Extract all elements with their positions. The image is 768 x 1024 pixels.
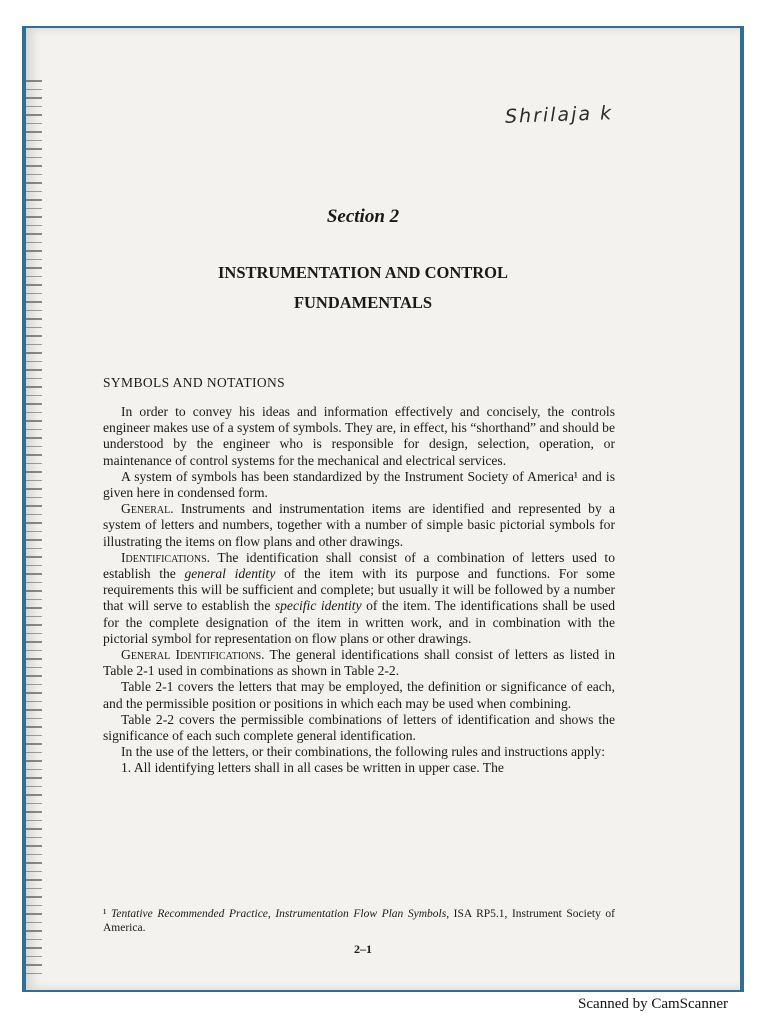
section-label: Section 2 <box>326 206 400 227</box>
paragraph: Table 2-2 covers the permissible combinations of letters of identification and shows the significance of each such complete general identification. <box>103 711 615 744</box>
paragraph-text: The identification shall consist of a combination of letters used to establish the <box>103 549 615 582</box>
paragraph-lead: Identifications. <box>121 549 211 565</box>
footnote-text: ISA RP5.1, Instrument Society of America. <box>103 908 616 934</box>
emphasis: specific identity <box>274 598 362 614</box>
handwritten-signature: Shrilaja k <box>504 102 614 128</box>
paragraph: A system of symbols has been standardized by the Instrument Society of America¹ and is given here in condensed form. <box>103 468 615 501</box>
title-line-2: FUNDAMENTALS <box>293 293 433 312</box>
footnote-marker: ¹ <box>103 908 107 920</box>
paragraph-text: Instruments and instrumentation items are identified and represented by a system of letters and numbers, together with a number of simple basic pictorial symbols for illustrating the items on flow plans and other drawings. <box>103 501 615 549</box>
page-number: 2–1 <box>354 942 372 956</box>
body-text <box>103 404 615 777</box>
page-title <box>0 258 726 318</box>
footnote <box>103 907 615 935</box>
paragraph-text: of the item with its purpose and functions. For some requirements this will be sufficient and complete; but usually it will be followed by a number that will serve to establish the <box>103 566 615 614</box>
paragraph-text: The general identifications shall consist of letters as listed in Table 2-1 used in combinations as shown in Table 2-2. <box>103 647 615 679</box>
footnote-italic: Tentative Recommended Practice, Instrumentation Flow Plan Symbols, <box>111 908 450 920</box>
paragraph: In the use of the letters, or their combinations, the following rules and instructions apply: <box>121 744 605 760</box>
paragraph <box>103 501 615 550</box>
subheading: SYMBOLS AND NOTATIONS <box>103 375 286 390</box>
paragraph <box>103 550 615 647</box>
scanner-watermark: Scanned by CamScanner <box>578 996 728 1012</box>
paragraph-text: of the item. The identifications shall be used for the complete designation of the item in written work, and in combination with the pictorial symbol for representation on flow plans or other drawings. <box>103 598 615 646</box>
emphasis: general identity <box>184 566 276 582</box>
paragraph: Table 2-1 covers the letters that may be employed, the definition or significance of each, and the permissible position or positions in which each may be used when combining. <box>103 679 615 711</box>
title-line-1: INSTRUMENTATION AND CONTROL <box>217 263 508 282</box>
paragraph: 1. All identifying letters shall in all cases be written in upper case. The <box>121 760 504 776</box>
paragraph-lead: General. <box>121 501 174 517</box>
paragraph: In order to convey his ideas and information effectively and concisely, the controls engineer makes use of a system of symbols. They are, in effect, his “shorthand” and should be understood by the engineer who is responsible for design, selection, operation, or maintenance of control systems for the mechanical and electrical services. <box>103 404 615 468</box>
paragraph <box>103 647 615 679</box>
paragraph-lead: General Identifications. <box>121 647 265 663</box>
